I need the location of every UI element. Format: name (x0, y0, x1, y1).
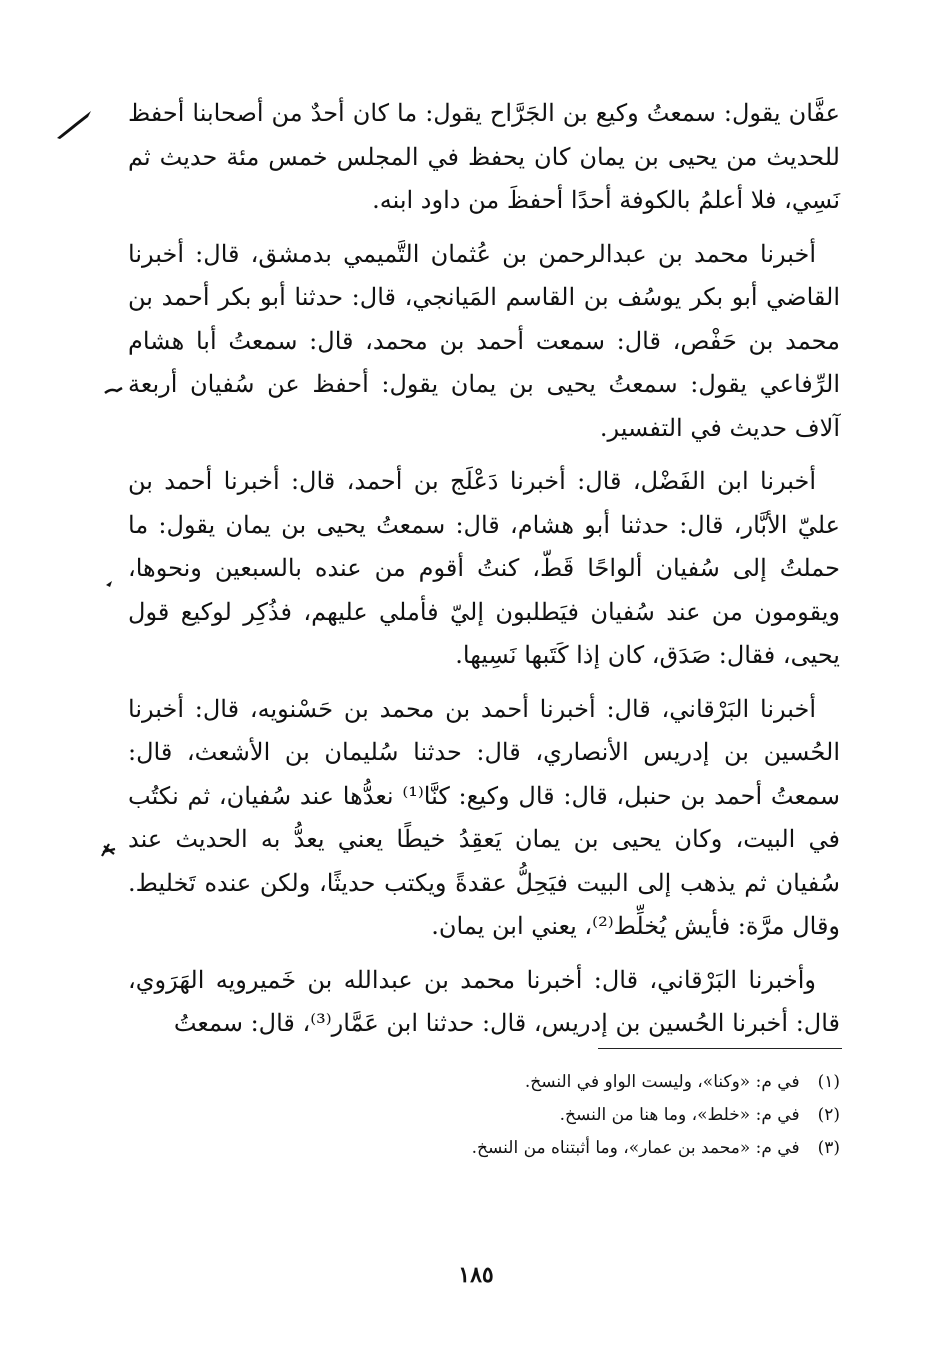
footnote-text: في م: «محمد بن عمار»، وما أثبتناه من النسخ. (471, 1138, 800, 1158)
pen-stroke-mark-icon (55, 108, 95, 138)
footnote-number: (٢) (817, 1105, 840, 1125)
footnote-number: (١) (817, 1072, 840, 1092)
star-mark-icon (80, 838, 120, 868)
paragraph-2-text: أخبرنا محمد بن عبدالرحمن بن عُثمان التَّميمي بدمشق، قال: أخبرنا القاضي أبو بكر يوسُف بن القاسم المَيانجي، قال: حدثنا أبو بكر أحمد بن محمد بن حَفْص، قال: سمعت أحمد بن محمد، قال: سمعتُ أبا هشام الرِّفاعي يقول: سمعتُ يحيى بن يمان يقول: أحفظ عن سُفيان أربعة آلاف حديث في التفسير. (128, 239, 840, 442)
page-number: ١٨٥ (458, 1262, 494, 1288)
main-text (128, 92, 840, 1056)
footnote-1 (300, 1066, 840, 1099)
paragraph-5-text: وأخبرنا البَرْقاني، قال: أخبرنا محمد بن عبدالله بن خَميرويه الهَرَوي، قال: أخبرنا الحُسين بن إدريس، قال: حدثنا ابن عَمَّار⁽³⁾، قال: سمعتُ (128, 965, 840, 1037)
dot-mark-icon (82, 573, 122, 603)
footnote-3 (300, 1132, 840, 1165)
paragraph-4-text: أخبرنا البَرْقاني، قال: أخبرنا أحمد بن محمد بن حَسْنويه، قال: أخبرنا الحُسين بن إدريس الأنصاري، قال: حدثنا سُليمان بن الأشعث، قال: سمعتُ أحمد بن حنبل، قال: قال وكيع: كنَّا⁽¹⁾ نعدُّها عند سُفيان، ثم نكتُب في البيت، وكان يحيى بن يمان يَعقِدُ خيطًا يعني يعدُّ به الحديث عند سُفيان ثم يذهب إلى البيت فيَحِلُّ عقدةً ويكتب حديثًا، ولكن عنده تَخليط. وقال مرَّة: فأيش يُخلِّط⁽²⁾، يعني ابن يمان. (128, 694, 840, 940)
footnote-separator (598, 1048, 842, 1049)
hook-mark-icon (86, 383, 126, 413)
paragraph-3 (128, 460, 840, 678)
footnote-text: في م: «خلط»، وما هنا من النسخ. (559, 1105, 800, 1125)
footnotes (300, 1066, 840, 1165)
paragraph-3-text: أخبرنا ابن الفَضْل، قال: أخبرنا دَعْلَج بن أحمد، قال: أخبرنا أحمد بن عليّ الأبَّار، قال: حدثنا أبو هشام، قال: سمعتُ يحيى بن يمان يقول: ما حملتُ إلى سُفيان ألواحًا قَطّ، كنتُ أقوم من عنده بالسبعين ونحوها، ويقومون من عند سُفيان فيَطلبون إليّ فأملي عليهم، فذُكِر لوكيع قول يحيى، فقال: صَدَق، كان إذا كَتَبها نَسِيها. (128, 467, 840, 669)
paragraph-1 (128, 92, 840, 223)
paragraph-2 (128, 233, 840, 451)
paragraph-1-text: عفَّان يقول: سمعتُ وكيع بن الجَرَّاح يقول: ما كان أحدٌ من أصحابنا أحفظ للحديث من يحيى بن يمان كان يحفظ في المجلس خمس مئة حديث ثم نَسِي، فلا أعلمُ بالكوفة أحدًا أحفظَ من داود ابنه. (128, 99, 840, 214)
paragraph-4 (128, 688, 840, 949)
footnote-2 (300, 1099, 840, 1132)
footnote-number: (٣) (817, 1138, 840, 1158)
footnote-text: في م: «وكنا»، وليست الواو في النسخ. (524, 1072, 800, 1092)
paragraph-5 (128, 959, 840, 1046)
